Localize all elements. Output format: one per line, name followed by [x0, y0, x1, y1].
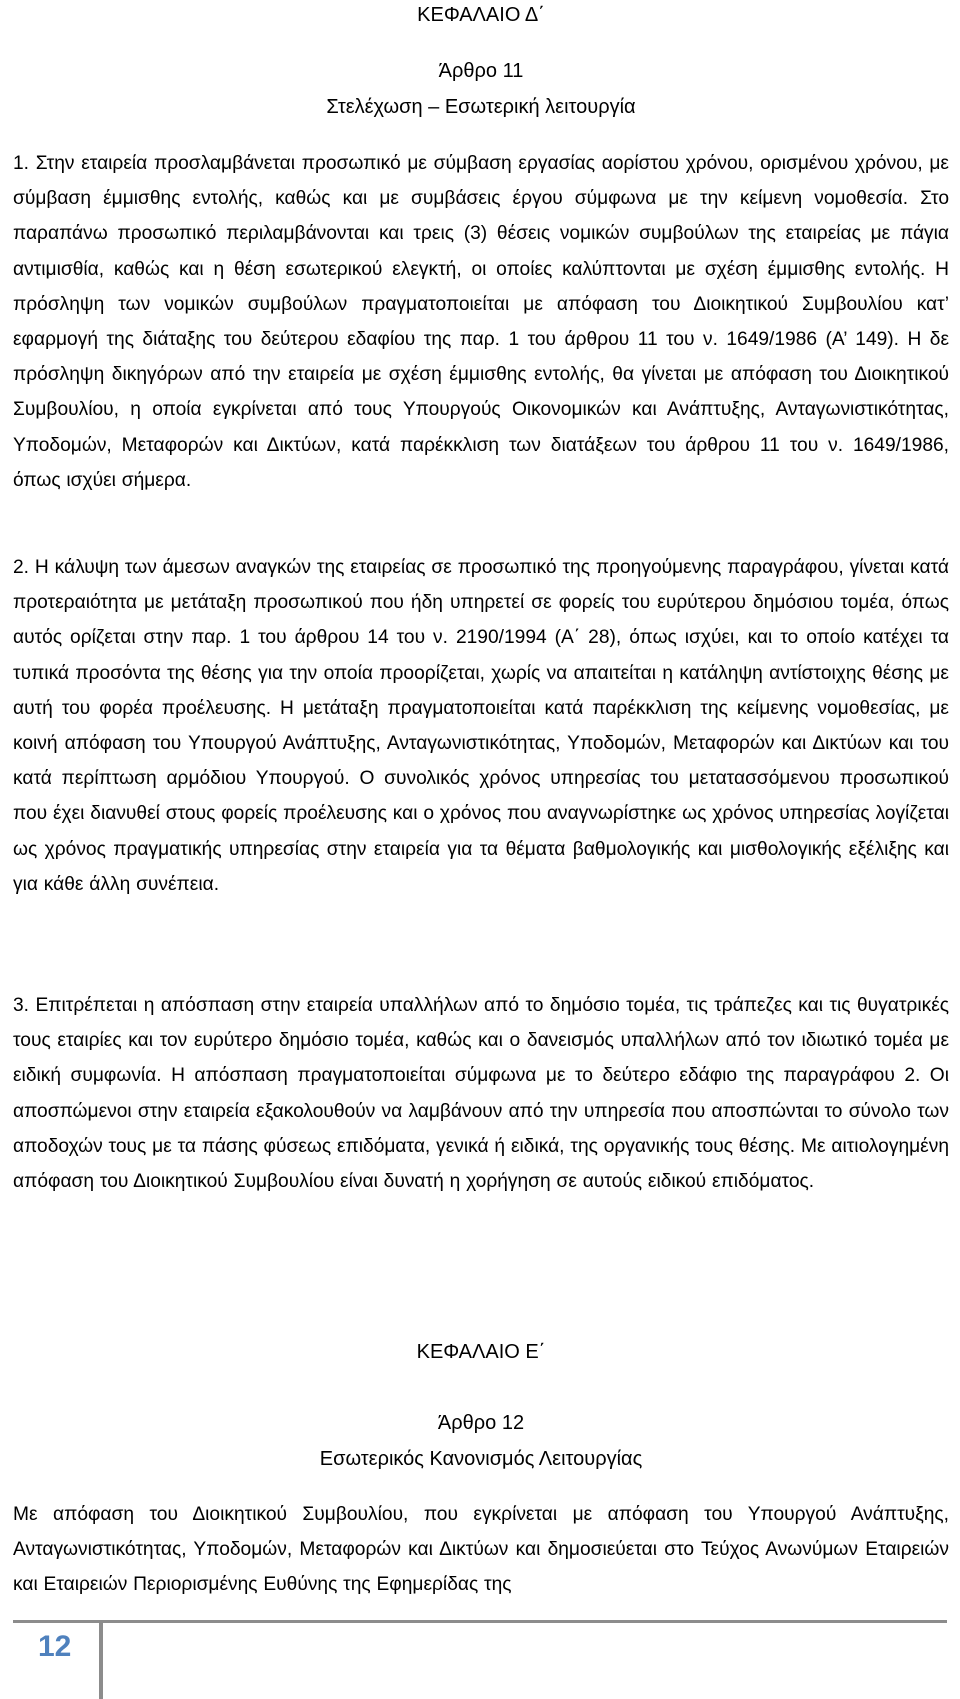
article-12-number: Άρθρο 12: [437, 1412, 525, 1434]
article-12-title: Εσωτερικός Κανονισμός Λειτουργίας: [319, 1448, 643, 1470]
article-11-paragraph-2: 2. Η κάλυψη των άμεσων αναγκών της εταιρείας σε προσωπικό της προηγούμενης παραγράφου, γίνεται κατά προτεραιότητα με μετάταξη προσωπικού που ήδη υπηρετεί σε φορείς του ευρύτερου δημόσιου τομέα, όπως αυτός ορίζεται στην παρ. 1 του άρθρου 14 του ν. 2190/1994 (Α΄ 28), όπως ισχύει, και το οποίο κατέχει τα τυπικά προσόντα της θέσης για την οποία προορίζεται, χωρίς να απαιτείται η κατάληψη αντίστοιχης θέσης με αυτή του φορέα προέλευσης. Η μετάταξη πραγματοποιείται κατά παρέκκλιση της κείμενης νομοθεσίας, με κοινή απόφαση του Υπουργού Ανάπτυξης, Ανταγωνιστικότητας, Υποδομών, Μεταφορών και Δικτύων και του κατά περίπτωση αρμόδιου Υπουργού. Ο συνολικός χρόνος υπηρεσίας του μετατασσόμενου προσωπικού που έχει διανυθεί στους φορείς προέλευσης και ο χρόνος που αναγνωρίστηκε ως χρόνος υπηρεσίας λογίζεται ως χρόνος πραγματικής υπηρεσίας στην εταιρεία για τα θέματα βαθμολογικής και μισθολογικής εξέλιξης και για κάθε άλλη συνέπεια.: [13, 557, 949, 895]
article-11-title: Στελέχωση – Εσωτερική λειτουργία: [326, 96, 636, 118]
page-number: 12: [38, 1630, 72, 1663]
chapter-d-heading: ΚΕΦΑΛΑΙΟ Δ΄: [417, 4, 545, 26]
article-11-number: Άρθρο 11: [438, 60, 524, 82]
footer-divider: [13, 1620, 947, 1623]
article-11-paragraph-3: 3. Επιτρέπεται η απόσπαση στην εταιρεία υπαλλήλων από το δημόσιο τομέα, τις τράπεζες και τις θυγατρικές τους εταιρίες και τον ευρύτερο δημόσιο τομέα, καθώς και ο δανεισμός υπαλλήλων από τον ιδιωτικό τομέα με ειδική συμφωνία. Η απόσπαση πραγματοποιείται σύμφωνα με το δεύτερο εδάφιο της παραγράφου 2. Οι αποσπώμενοι στην εταιρεία εξακολουθούν να λαμβάνουν από την υπηρεσία που αποσπώνται το σύνολο των αποδοχών τους με τα πάσης φύσεως επιδόματα, γενικά ή ειδικά, της οργανικής τους θέσης. Με αιτιολογημένη απόφαση του Διοικητικού Συμβουλίου είναι δυνατή η χορήγηση σε αυτούς ειδικού επιδόματος.: [13, 995, 949, 1193]
article-11-paragraph-1: 1. Στην εταιρεία προσλαμβάνεται προσωπικό με σύμβαση εργασίας αορίστου χρόνου, ορισμένου χρόνου, με σύμβαση έμμισθης εντολής, καθώς και με συμβάσεις έργου σύμφωνα με την κείμενη νομοθεσία. Στο παραπάνω προσωπικό περιλαμβάνονται και τρεις (3) θέσεις νομικών συμβούλων της εταιρείας με πάγια αντιμισθία, καθώς και η θέση εσωτερικού ελεγκτή, οι οποίες καλύπτονται με σχέση έμμισθης εντολής. Η πρόσληψη των νομικών συμβούλων πραγματοποιείται με απόφαση του Διοικητικού Συμβουλίου κατ’ εφαρμογή της διάταξης του δεύτερου εδαφίου της παρ. 1 του άρθρου 11 του ν. 1649/1986 (Α’ 149). Η δε πρόσληψη δικηγόρων από την εταιρεία με σχέση έμμισθης εντολής, θα γίνεται με απόφαση του Διοικητικού Συμβουλίου, η οποία εγκρίνεται από τους Υπουργούς Οικονομικών και Ανάπτυξης, Ανταγωνιστικότητας, Υποδομών, Μεταφορών και Δικτύων, κατά παρέκκλιση των διατάξεων του άρθρου 11 του ν. 1649/1986, όπως ισχύει σήμερα.: [13, 153, 949, 491]
article-12-paragraph: Με απόφαση του Διοικητικού Συμβουλίου, που εγκρίνεται με απόφαση του Υπουργού Ανάπτυξης, Ανταγωνιστικότητας, Υποδομών, Μεταφορών και Δικτύων και δημοσιεύεται στο Τεύχος Ανωνύμων Εταιρειών και Εταιρειών Περιορισμένης Ευθύνης της Εφημερίδας της: [13, 1504, 949, 1596]
footer-vertical-divider: [99, 1620, 103, 1699]
chapter-e-heading: ΚΕΦΑΛΑΙΟ Ε΄: [416, 1341, 546, 1363]
